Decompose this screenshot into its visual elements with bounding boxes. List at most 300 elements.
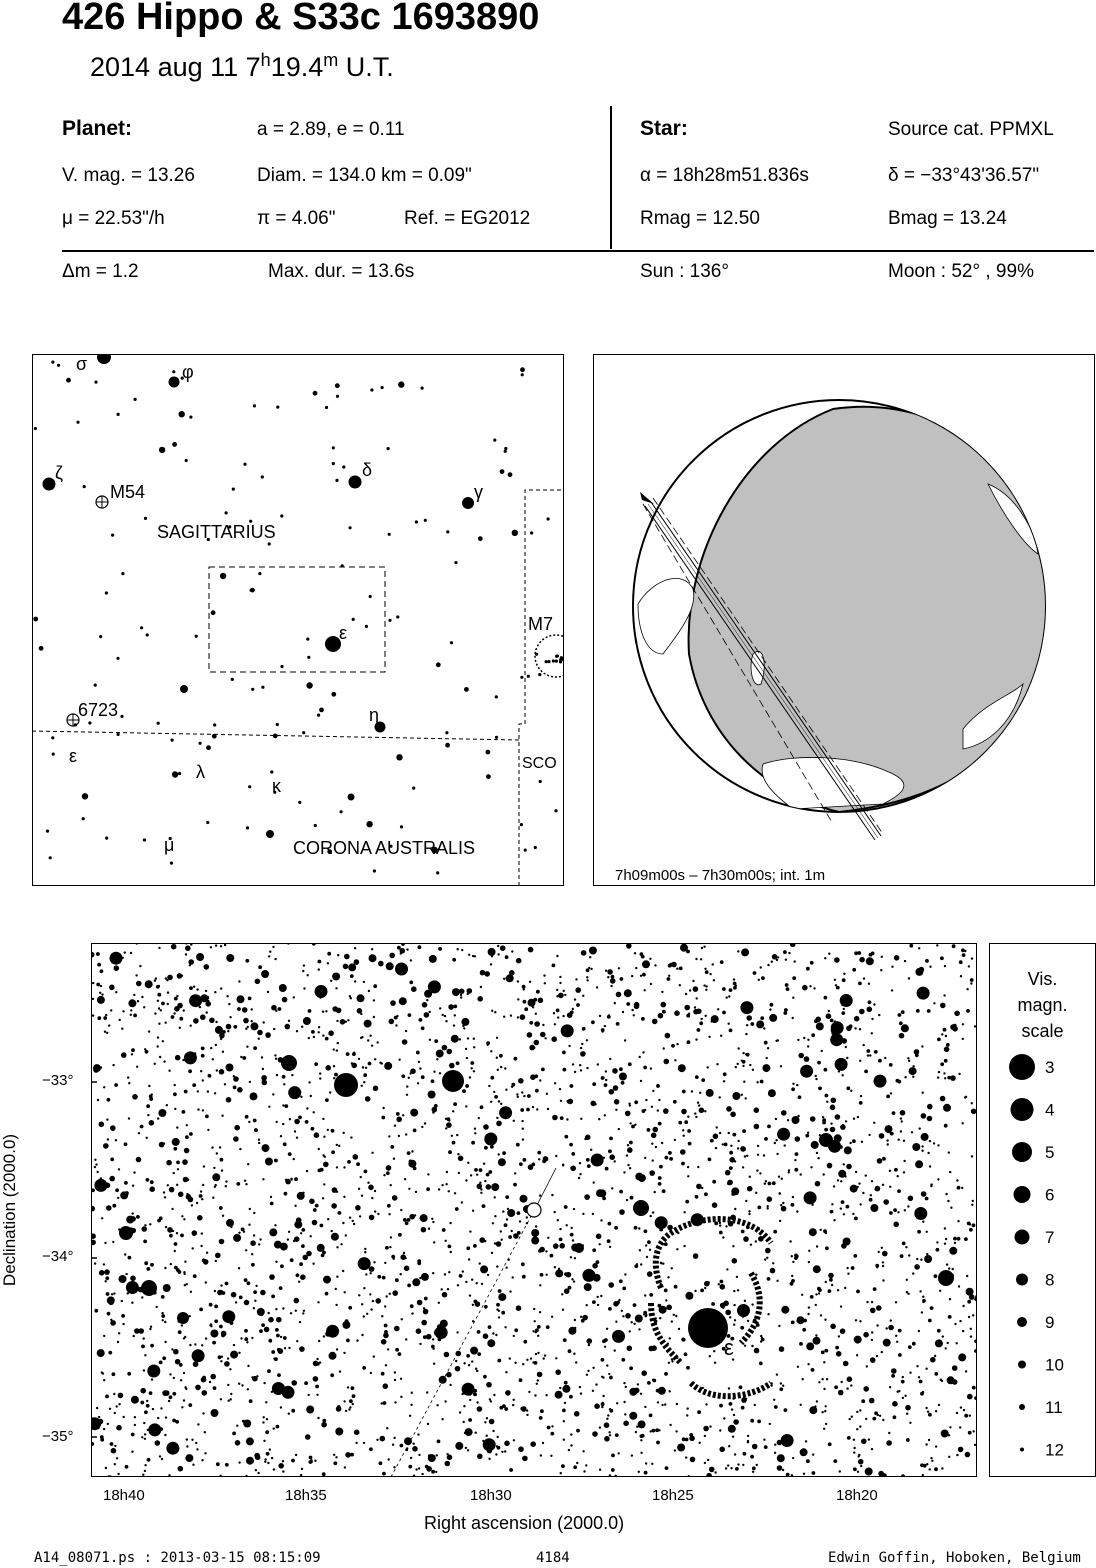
detail-star xyxy=(934,1355,936,1357)
detail-star xyxy=(886,1327,888,1329)
detail-star xyxy=(574,1257,576,1259)
detail-star xyxy=(347,1386,349,1388)
detail-star xyxy=(445,1020,447,1022)
detail-star xyxy=(846,1057,848,1059)
detail-star xyxy=(276,1074,278,1076)
detail-star xyxy=(146,1400,148,1402)
header-divider xyxy=(610,106,612,249)
detail-star xyxy=(146,1137,148,1139)
detail-star xyxy=(799,1342,803,1346)
detail-star xyxy=(807,1363,809,1365)
detail-star xyxy=(601,1376,603,1378)
detail-star xyxy=(480,1265,488,1273)
detail-star xyxy=(871,1331,873,1333)
detail-star xyxy=(653,1127,659,1133)
detail-star xyxy=(902,1242,906,1246)
finder-star xyxy=(88,721,91,724)
star-phi-sgr xyxy=(169,377,180,388)
detail-star xyxy=(747,1435,749,1437)
detail-star xyxy=(604,1025,606,1027)
detail-star xyxy=(118,1168,120,1170)
detail-star xyxy=(513,1335,515,1337)
detail-star xyxy=(665,1033,671,1039)
detail-star xyxy=(101,1371,103,1373)
detail-star xyxy=(149,1328,151,1330)
detail-star xyxy=(124,951,126,953)
detail-star xyxy=(210,1374,216,1380)
detail-star xyxy=(413,1475,415,1477)
detail-star xyxy=(585,1135,591,1141)
detail-star xyxy=(714,1362,716,1364)
detail-star xyxy=(907,1205,909,1207)
detail-star xyxy=(663,1108,669,1114)
label-epsilon: ε xyxy=(339,623,348,643)
detail-star xyxy=(405,1221,409,1225)
detail-star xyxy=(834,1385,838,1389)
detail-star xyxy=(474,1128,476,1130)
detail-star xyxy=(839,1031,841,1033)
detail-star xyxy=(623,1171,625,1173)
detail-star xyxy=(209,1303,213,1307)
detail-star xyxy=(251,1008,253,1010)
detail-star xyxy=(91,1206,95,1212)
detail-star xyxy=(242,1056,246,1060)
detail-star xyxy=(164,1196,166,1198)
detail-star xyxy=(186,1445,188,1447)
detail-star xyxy=(810,961,814,965)
detail-star xyxy=(276,1317,282,1323)
detail-star xyxy=(471,1279,473,1281)
detail-star xyxy=(797,1366,799,1368)
detail-star xyxy=(505,1089,507,1091)
detail-star xyxy=(322,1419,326,1423)
detail-star xyxy=(579,1386,581,1388)
detail-star xyxy=(385,1364,387,1366)
detail-star xyxy=(668,1151,672,1155)
detail-star xyxy=(921,1191,927,1197)
detail-star xyxy=(747,1186,753,1192)
detail-star xyxy=(890,1132,894,1136)
detail-star xyxy=(195,1385,201,1391)
detail-star xyxy=(735,1066,737,1068)
detail-star xyxy=(257,1472,259,1474)
detail-star xyxy=(538,998,544,1004)
detail-star xyxy=(439,1072,441,1074)
detail-star xyxy=(105,1014,107,1016)
legend-label-mag-9: 9 xyxy=(1045,1313,1055,1332)
detail-star xyxy=(546,1325,550,1329)
detail-star xyxy=(939,1290,941,1292)
finder-star-field xyxy=(33,361,564,875)
detail-star xyxy=(649,1249,651,1251)
detail-star xyxy=(900,1117,902,1119)
finder-star xyxy=(538,673,541,676)
detail-star xyxy=(419,1277,421,1279)
detail-star xyxy=(182,1159,188,1165)
detail-star xyxy=(280,1406,282,1408)
detail-star xyxy=(860,1095,862,1097)
detail-star xyxy=(183,1337,185,1339)
detail-star xyxy=(147,1365,160,1378)
finder-star xyxy=(172,771,178,777)
detail-star xyxy=(633,1323,635,1325)
detail-star xyxy=(369,1293,371,1295)
detail-star xyxy=(94,1166,96,1168)
detail-star xyxy=(609,1137,613,1141)
detail-star xyxy=(183,1218,185,1220)
detail-star xyxy=(122,1323,124,1325)
detail-star xyxy=(143,1240,147,1244)
detail-star xyxy=(101,993,103,995)
detail-star xyxy=(181,1324,183,1326)
detail-star xyxy=(406,1094,408,1096)
detail-star xyxy=(921,1133,929,1141)
detail-star xyxy=(600,1219,602,1221)
detail-star xyxy=(555,1369,561,1375)
detail-star xyxy=(940,956,944,960)
detail-star xyxy=(791,1474,793,1476)
detail-star xyxy=(949,1298,951,1300)
detail-star xyxy=(741,1230,745,1234)
legend-dot-mag-8 xyxy=(1016,1274,1028,1286)
detail-star xyxy=(536,1108,538,1110)
star-field-bright xyxy=(266,830,274,838)
detail-star xyxy=(863,1386,869,1392)
detail-star xyxy=(207,1000,209,1002)
detail-star xyxy=(158,1023,160,1025)
detail-star xyxy=(446,1372,452,1378)
detail-star xyxy=(603,1157,605,1159)
detail-star xyxy=(309,1456,313,1460)
detail-star xyxy=(248,1224,250,1226)
detail-star xyxy=(327,952,331,956)
detail-star xyxy=(631,975,633,977)
detail-star xyxy=(135,974,137,976)
detail-star xyxy=(537,1379,539,1381)
detail-star xyxy=(202,1184,204,1186)
detail-star xyxy=(743,1236,749,1242)
detail-star xyxy=(445,1127,447,1129)
detail-star xyxy=(597,1304,599,1306)
detail-star xyxy=(722,1143,724,1145)
detail-star xyxy=(323,1276,331,1284)
detail-star xyxy=(343,1352,345,1354)
detail-star xyxy=(133,1171,135,1173)
detail-star xyxy=(220,945,222,947)
detail-star xyxy=(930,1307,932,1309)
detail-star xyxy=(661,991,663,993)
detail-star xyxy=(606,1418,608,1420)
detail-star xyxy=(906,1413,908,1415)
detail-star xyxy=(730,1467,732,1469)
detail-star xyxy=(865,1418,867,1420)
detail-star xyxy=(157,993,161,997)
detail-star xyxy=(271,1350,275,1354)
finder-star xyxy=(495,695,498,698)
detail-star xyxy=(416,1051,420,1055)
detail-star xyxy=(792,1017,794,1019)
detail-star xyxy=(517,998,519,1000)
detail-star xyxy=(429,1011,431,1013)
detail-star xyxy=(944,1227,946,1229)
detail-star xyxy=(662,1263,664,1265)
detail-star xyxy=(288,1347,290,1349)
detail-star xyxy=(661,1142,663,1144)
detail-star xyxy=(522,985,526,989)
detail-star xyxy=(575,1361,577,1363)
x-tick-1835: 18h35 xyxy=(285,1487,327,1504)
detail-star xyxy=(116,1425,122,1431)
detail-star xyxy=(107,1098,111,1102)
detail-star xyxy=(575,987,581,993)
detail-star xyxy=(949,1247,957,1255)
detail-star xyxy=(831,1284,833,1286)
detail-star xyxy=(895,1335,897,1337)
detail-star xyxy=(233,1344,235,1346)
detail-star xyxy=(695,1116,697,1118)
detail-star xyxy=(767,1277,771,1281)
detail-star xyxy=(601,1358,605,1362)
finder-star xyxy=(534,846,537,849)
detail-star xyxy=(118,1332,120,1334)
detail-star xyxy=(308,1081,310,1083)
detail-star xyxy=(572,1063,574,1065)
detail-star xyxy=(604,1083,608,1087)
detail-star xyxy=(858,1455,860,1457)
detail-star xyxy=(809,1406,817,1414)
detail-star xyxy=(463,1027,465,1029)
detail-star xyxy=(687,1175,689,1177)
finder-star xyxy=(319,708,324,713)
detail-star xyxy=(189,1132,193,1136)
planet-heading: Planet: xyxy=(62,117,133,140)
finder-star xyxy=(520,676,523,679)
detail-star xyxy=(608,1431,610,1433)
detail-star xyxy=(531,1237,539,1245)
detail-star xyxy=(144,1433,146,1435)
detail-star xyxy=(107,1312,111,1316)
detail-star xyxy=(167,975,173,981)
detail-star xyxy=(453,1005,457,1009)
detail-star xyxy=(606,1328,608,1330)
detail-star xyxy=(567,1012,573,1018)
detail-star xyxy=(750,1244,752,1246)
detail-bright-star xyxy=(574,1243,584,1253)
detail-star xyxy=(439,1376,447,1384)
detail-star xyxy=(394,1125,396,1127)
star-source-catalog: Source cat. PPMXL xyxy=(888,119,1054,140)
detail-star xyxy=(600,1295,602,1297)
detail-star xyxy=(91,952,95,958)
detail-star xyxy=(404,1266,410,1272)
detail-star xyxy=(971,1109,977,1115)
detail-star xyxy=(111,1293,113,1295)
detail-star xyxy=(641,1370,647,1376)
detail-star xyxy=(756,1169,758,1171)
detail-star xyxy=(629,1167,631,1169)
detail-star xyxy=(557,1016,559,1018)
detail-star xyxy=(114,1463,116,1465)
detail-star xyxy=(504,1407,508,1411)
y-tick-35: −35° xyxy=(42,1428,74,1445)
detail-star xyxy=(847,1376,853,1382)
detail-star xyxy=(871,1018,873,1020)
detail-star xyxy=(271,1457,273,1459)
detail-star xyxy=(942,1335,944,1337)
detail-star xyxy=(505,1267,507,1269)
detail-star xyxy=(91,1233,96,1239)
detail-star xyxy=(174,1250,176,1252)
detail-star xyxy=(224,1083,226,1085)
detail-star xyxy=(185,943,187,945)
detail-star xyxy=(291,1409,295,1413)
detail-star xyxy=(950,1024,956,1030)
detail-star xyxy=(534,1021,540,1027)
detail-star xyxy=(457,1284,459,1286)
detail-star xyxy=(772,1181,776,1185)
detail-star xyxy=(186,1194,192,1200)
detail-star xyxy=(163,1060,165,1062)
detail-star xyxy=(631,1009,633,1011)
detail-star xyxy=(209,1381,211,1383)
detail-star xyxy=(908,1196,914,1202)
detail-star xyxy=(274,958,276,960)
detail-star xyxy=(407,1284,411,1288)
detail-star xyxy=(593,1274,601,1282)
detail-star xyxy=(302,1312,304,1314)
detail-star xyxy=(970,978,974,982)
detail-star xyxy=(340,1243,342,1245)
detail-star xyxy=(821,1050,823,1052)
detail-star xyxy=(782,1385,784,1387)
detail-star xyxy=(537,1335,539,1337)
detail-star xyxy=(759,1362,763,1366)
detail-star xyxy=(967,1394,973,1400)
detail-star xyxy=(824,1319,826,1321)
detail-star xyxy=(840,1207,842,1209)
legend-dot-mag-3 xyxy=(1009,1054,1035,1080)
detail-star xyxy=(209,1324,211,1326)
detail-star xyxy=(148,1030,150,1032)
detail-star xyxy=(278,1348,284,1354)
detail-star xyxy=(935,1445,937,1447)
detail-star xyxy=(410,1457,412,1459)
detail-star xyxy=(609,1058,611,1060)
detail-star xyxy=(526,1216,528,1218)
detail-star xyxy=(210,1330,218,1338)
finder-star xyxy=(253,404,256,407)
detail-star xyxy=(705,1015,707,1017)
detail-star xyxy=(965,1370,967,1372)
detail-star xyxy=(354,959,360,965)
detail-star xyxy=(682,1129,684,1131)
detail-star xyxy=(203,1165,205,1167)
detail-star xyxy=(851,1266,855,1270)
detail-star xyxy=(190,1456,192,1458)
detail-star xyxy=(249,1208,251,1210)
detail-star xyxy=(697,1028,701,1032)
detail-star xyxy=(108,1024,110,1026)
detail-star xyxy=(779,1220,781,1222)
detail-star xyxy=(899,1021,903,1025)
detail-star xyxy=(197,1215,203,1221)
detail-star xyxy=(925,959,929,963)
detail-star xyxy=(590,1101,596,1107)
detail-star xyxy=(554,1266,556,1268)
detail-star xyxy=(278,1463,284,1469)
detail-star xyxy=(843,1238,851,1246)
detail-star xyxy=(92,982,94,984)
detail-star xyxy=(619,1067,623,1071)
detail-star xyxy=(398,1135,400,1137)
detail-star xyxy=(477,1184,483,1190)
detail-star xyxy=(233,1025,237,1029)
detail-star xyxy=(143,1006,145,1008)
detail-star xyxy=(746,1015,752,1021)
detail-star xyxy=(172,1230,174,1232)
detail-star xyxy=(426,1466,432,1472)
label-epsilon-detail: ε xyxy=(724,1335,734,1360)
detail-star xyxy=(482,1204,486,1208)
detail-star xyxy=(873,1122,875,1124)
detail-star xyxy=(552,964,556,968)
detail-star xyxy=(493,1394,495,1396)
detail-star xyxy=(339,1370,341,1372)
detail-star xyxy=(459,1274,463,1278)
detail-star xyxy=(324,1156,326,1158)
detail-star xyxy=(495,1334,497,1336)
detail-star xyxy=(944,965,946,967)
detail-star xyxy=(685,1200,689,1204)
detail-star xyxy=(205,996,209,1000)
detail-star xyxy=(591,1020,595,1024)
detail-star xyxy=(840,1180,842,1182)
detail-star xyxy=(494,1215,496,1217)
detail-star xyxy=(462,1089,466,1093)
detail-star xyxy=(120,1191,128,1199)
detail-star xyxy=(459,989,465,995)
detail-star xyxy=(912,1272,914,1274)
detail-star xyxy=(289,1118,291,1120)
detail-star xyxy=(965,1096,967,1098)
detail-star xyxy=(459,1411,461,1413)
detail-star xyxy=(490,963,492,965)
detail-star xyxy=(377,1041,379,1043)
detail-star xyxy=(536,991,538,993)
detail-star xyxy=(114,1412,116,1414)
detail-star xyxy=(584,1275,586,1277)
detail-star xyxy=(802,1328,806,1332)
detail-star xyxy=(928,1439,930,1441)
detail-star xyxy=(465,1447,467,1449)
detail-star xyxy=(711,1020,713,1022)
detail-star xyxy=(228,1400,230,1402)
detail-star xyxy=(615,1321,617,1323)
detail-star xyxy=(742,1060,746,1064)
detail-star xyxy=(461,1018,469,1026)
detail-star xyxy=(954,1011,960,1017)
detail-star xyxy=(665,1466,669,1470)
detail-star xyxy=(585,1464,587,1466)
detail-star xyxy=(191,1204,193,1206)
finder-star xyxy=(400,825,403,828)
detail-star xyxy=(311,1127,315,1131)
detail-star xyxy=(245,1028,247,1030)
detail-star xyxy=(316,1358,318,1360)
detail-star xyxy=(858,1182,860,1184)
detail-star xyxy=(576,1462,578,1464)
detail-star xyxy=(354,947,356,949)
